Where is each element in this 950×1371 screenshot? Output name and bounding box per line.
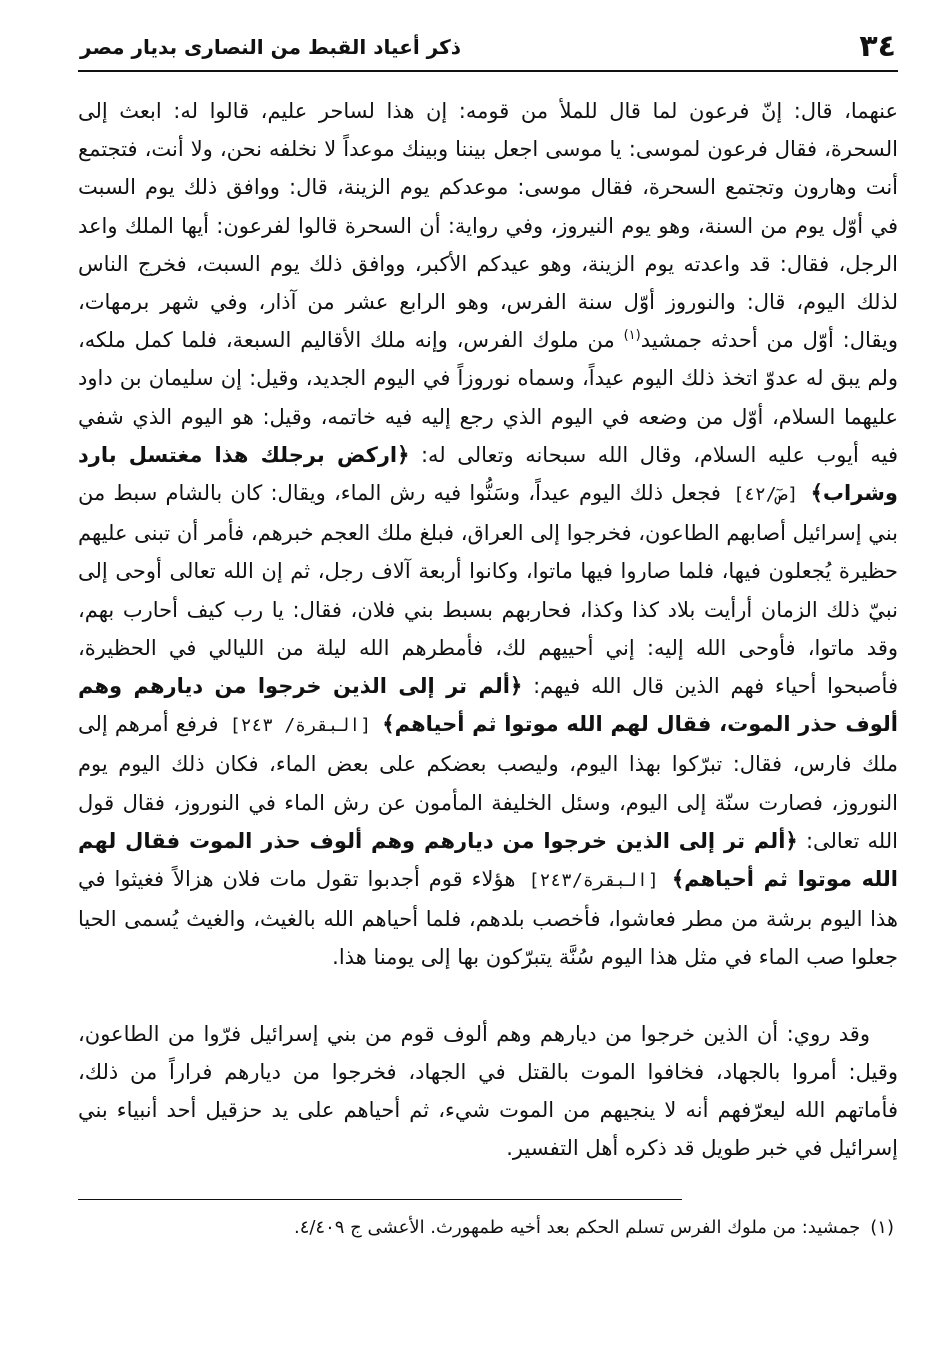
text-segment: من ملوك الفرس، وإنه ملك الأقاليم السبعة، فلما كمل ملكه، ولم يبق له عدوّ اتخذ ذلك اليوم عيداً، وسماه نوروزاً في اليوم الجديد، وقيل: إن سليمان بن داود عليهما السلام، أوّل من وضعه في اليوم الذي رجع إليه فيه خاتمه، وقيل: هو اليوم الذي شفي فيه أيوب عليه السلام، وقال الله سبحانه وتعالى له:	[78, 328, 898, 467]
paragraph-1	[78, 92, 898, 977]
footnote	[78, 1214, 898, 1242]
text-segment: عنهما، قال: إنّ فرعون لما قال للملأ من قومه: إن هذا لساحر عليم، قالوا له: ابعث إلى السحرة، فقال فرعون لموسى: يا موسى اجعل بيننا وبينك موعداً لا نخلفه نحن، ولا أنت، فتجتمع أنت وهارون وتجتمع السحرة، فقال موسى: موعدكم يوم الزينة، قال: ووافق ذلك يوم السبت في أوّل يوم من السنة، وهو يوم النيروز، وفي رواية: أن السحرة قالوا لفرعون: أيها الملك واعد الرجل، فقال: قد واعدته يوم الزينة، وهو عيدكم الأكبر، ووافق ذلك يوم السبت، فخرج الناس لذلك اليوم، قال: والنوروز أوّل سنة الفرس، وهو الرابع عشر من آذار، وفي شهر برمهات، ويقال: أوّل من أحدثه جمشيد	[78, 99, 899, 353]
text-segment: هؤلاء قوم أجدبوا تقول مات فلان هزالاً فغيثوا في هذا اليوم برشة من مطر فعاشوا، فأخصب بلدهم، فلما أحياهم الله بالغيث، والغيث يُسمى الحيا جعلوا صب الماء في مثل هذا اليوم سُنَّة يتبرّكون بها إلى يومنا هذا.	[78, 867, 898, 970]
quran-reference: [البقرة/٢٤٣]	[515, 870, 672, 892]
main-text	[78, 92, 898, 1167]
text-segment: فرفع أمرهم إلى ملك فارس، فقال: تبرّكوا بهذا اليوم، وليصب بعضكم على بعض الماء، فكان ذلك اليوم يوم النوروز، فصارت سنّة إلى اليوم، وسئل الخليفة المأمون عن رش الماء في النوروز، فقال قول الله تعالى:	[78, 712, 898, 853]
page-number: ٣٤	[859, 29, 896, 64]
quran-quote: ﴿اركض برجلك هذا مغتسل بارد وشراب﴾	[78, 442, 898, 506]
quran-quote: ﴿ألم تر إلى الذين خرجوا من ديارهم وهم ألوف حذر الموت، فقال لهم الله موتوا ثم أحياهم﴾	[78, 674, 898, 737]
quran-quote: ﴿ألم تر إلى الذين خرجوا من ديارهم وهم ألوف حذر الموت فقال لهم الله موتوا ثم أحياهم﴾	[78, 828, 898, 892]
footnote-divider	[78, 1199, 682, 1200]
book-page	[78, 24, 898, 1344]
footnote-marker[interactable]: (١)	[623, 328, 641, 344]
text-segment: فجعل ذلك اليوم عيداً، وسَنُّوا فيه رش الماء، ويقال: كان بالشام سبط من بني إسرائيل أصابهم الطاعون، فخرجوا إلى العراق، فبلغ ملك العجم خبرهم، فأمر أن تبنى عليهم حظيرة يُجعلون فيها، فلما صاروا فيها ماتوا، وكانوا أربعة آلاف رجل، ثم إن الله تعالى أوحى إلى نبيّ ذلك الزمان أرأيت بلاد كذا وكذا، فحاربهم بسبط بني فلان، فقال: يا رب كيف أحارب بهم، وقد ماتوا، فأوحى الله إليه: إني أحييهم لك، فأمطرهم الله ليلة من الليالي في الحظيرة، فأصبحوا أحياء فهم الذين قال الله فيهم:	[78, 481, 898, 699]
quran-reference: [البقرة/ ٢٤٣]	[218, 715, 383, 737]
quran-reference: [صٓ/٤٢]	[720, 484, 811, 506]
paragraph-2: وقد روي: أن الذين خرجوا من ديارهم وهم ألوف قوم من بني إسرائيل فرّوا من الطاعون، وقيل: أمروا بالجهاد، فخافوا الموت بالقتل في الجهاد، فخرجوا من ديارهم فراراً من ذلك، فأماتهم الله ليعرّفهم أنه لا ينجيهم من الموت شيء، ثم أحياهم على يد حزقيل أحد أنبياء بني إسرائيل في خبر طويل قد ذكره أهل التفسير.	[78, 1021, 898, 1161]
page-header	[78, 24, 898, 72]
running-title: ذكر أعياد القبط من النصارى بديار مصر	[80, 35, 462, 59]
footnote-number: (١)	[870, 1217, 894, 1239]
footnote-text: جمشيد: من ملوك الفرس تسلم الحكم بعد أخيه طمهورث. الأعشى ج ٤/٤٠٩.	[293, 1217, 861, 1239]
